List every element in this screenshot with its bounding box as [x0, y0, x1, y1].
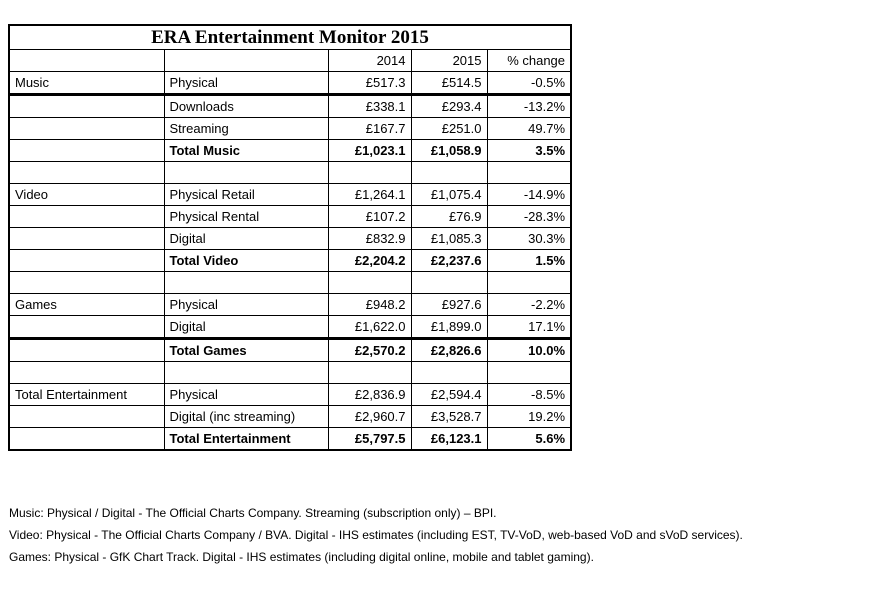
sector-cell — [9, 362, 164, 384]
value-2014-cell — [328, 162, 411, 184]
value-2014-cell — [328, 272, 411, 294]
segment-cell: Streaming — [164, 118, 328, 140]
value-2015-cell: £2,594.4 — [411, 384, 487, 406]
change-cell — [487, 362, 571, 384]
change-cell: -2.2% — [487, 294, 571, 316]
value-2015-cell: £1,085.3 — [411, 228, 487, 250]
change-cell: 49.7% — [487, 118, 571, 140]
segment-cell: Physical Retail — [164, 184, 328, 206]
value-2015-cell: £293.4 — [411, 95, 487, 118]
change-cell — [487, 272, 571, 294]
page-title: ERA Entertainment Monitor 2015 — [9, 25, 571, 50]
table-row — [9, 118, 571, 140]
value-2015-cell: £927.6 — [411, 294, 487, 316]
value-2015-cell: £76.9 — [411, 206, 487, 228]
value-2014-cell: £2,204.2 — [328, 250, 411, 272]
value-2015-cell — [411, 162, 487, 184]
sector-cell — [9, 140, 164, 162]
sector-cell — [9, 339, 164, 362]
change-cell: 1.5% — [487, 250, 571, 272]
value-2014-cell: £832.9 — [328, 228, 411, 250]
value-2015-cell: £251.0 — [411, 118, 487, 140]
sector-cell — [9, 95, 164, 118]
table-row — [9, 250, 571, 272]
footnotes — [9, 507, 743, 573]
segment-cell: Digital — [164, 316, 328, 339]
value-2014-cell: £2,836.9 — [328, 384, 411, 406]
segment-cell: Total Entertainment — [164, 428, 328, 451]
change-cell: -0.5% — [487, 72, 571, 95]
segment-cell: Total Video — [164, 250, 328, 272]
value-2015-cell: £514.5 — [411, 72, 487, 95]
change-cell: 30.3% — [487, 228, 571, 250]
table-row — [9, 95, 571, 118]
segment-cell: Total Games — [164, 339, 328, 362]
change-cell: -13.2% — [487, 95, 571, 118]
value-2014-cell: £948.2 — [328, 294, 411, 316]
value-2014-cell: £1,023.1 — [328, 140, 411, 162]
sector-cell — [9, 228, 164, 250]
table-row — [9, 184, 571, 206]
value-2015-cell: £1,899.0 — [411, 316, 487, 339]
spacer-row — [9, 272, 571, 294]
segment-cell: Downloads — [164, 95, 328, 118]
sector-cell: Total Entertainment — [9, 384, 164, 406]
sector-cell — [9, 406, 164, 428]
table-row — [9, 428, 571, 451]
table-row — [9, 384, 571, 406]
change-cell: 17.1% — [487, 316, 571, 339]
table-row — [9, 294, 571, 316]
era-entertainment-table — [8, 24, 572, 451]
change-cell — [487, 162, 571, 184]
segment-cell: Physical — [164, 384, 328, 406]
footnote-video-sources: Video: Physical - The Official Charts Company / BVA. Digital - IHS estimates (including EST, TV-VoD, web-based VoD and sVoD services). — [9, 528, 743, 542]
value-2015-cell: £2,237.6 — [411, 250, 487, 272]
value-2014-cell: £1,622.0 — [328, 316, 411, 339]
segment-cell: Physical — [164, 294, 328, 316]
value-2014-cell: £338.1 — [328, 95, 411, 118]
segment-cell: Physical Rental — [164, 206, 328, 228]
value-2014-cell: £167.7 — [328, 118, 411, 140]
value-2015-cell: £1,075.4 — [411, 184, 487, 206]
value-2014-cell: £1,264.1 — [328, 184, 411, 206]
col-header-change: % change — [487, 50, 571, 72]
sector-cell — [9, 428, 164, 451]
table-body — [9, 72, 571, 451]
value-2015-cell: £3,528.7 — [411, 406, 487, 428]
footnote-music-sources: Music: Physical / Digital - The Official Charts Company. Streaming (subscription only) – BPI. — [9, 506, 497, 520]
table-row — [9, 206, 571, 228]
sector-cell: Video — [9, 184, 164, 206]
sector-cell — [9, 316, 164, 339]
value-2015-cell — [411, 362, 487, 384]
table-row — [9, 140, 571, 162]
value-2014-cell: £2,960.7 — [328, 406, 411, 428]
value-2015-cell: £2,826.6 — [411, 339, 487, 362]
sector-cell: Music — [9, 72, 164, 95]
segment-cell — [164, 362, 328, 384]
title-row — [9, 25, 571, 50]
segment-cell — [164, 162, 328, 184]
change-cell: -28.3% — [487, 206, 571, 228]
table-row — [9, 72, 571, 95]
sector-cell — [9, 272, 164, 294]
table-row — [9, 339, 571, 362]
col-header-sector — [9, 50, 164, 72]
segment-cell: Total Music — [164, 140, 328, 162]
segment-cell — [164, 272, 328, 294]
value-2014-cell: £517.3 — [328, 72, 411, 95]
sector-cell — [9, 162, 164, 184]
spacer-row — [9, 162, 571, 184]
spacer-row — [9, 362, 571, 384]
value-2014-cell: £107.2 — [328, 206, 411, 228]
col-header-segment — [164, 50, 328, 72]
sector-cell — [9, 250, 164, 272]
change-cell: 5.6% — [487, 428, 571, 451]
change-cell: 19.2% — [487, 406, 571, 428]
footnote-games-sources: Games: Physical - GfK Chart Track. Digital - IHS estimates (including digital online, mobile and tablet gaming). — [9, 550, 594, 564]
table-row — [9, 406, 571, 428]
table-row — [9, 228, 571, 250]
change-cell: 10.0% — [487, 339, 571, 362]
value-2014-cell — [328, 362, 411, 384]
change-cell: 3.5% — [487, 140, 571, 162]
col-header-2015: 2015 — [411, 50, 487, 72]
value-2015-cell — [411, 272, 487, 294]
col-header-2014: 2014 — [328, 50, 411, 72]
segment-cell: Digital (inc streaming) — [164, 406, 328, 428]
sector-cell: Games — [9, 294, 164, 316]
change-cell: -8.5% — [487, 384, 571, 406]
column-header-row — [9, 50, 571, 72]
segment-cell: Physical — [164, 72, 328, 95]
change-cell: -14.9% — [487, 184, 571, 206]
table-row — [9, 316, 571, 339]
value-2015-cell: £1,058.9 — [411, 140, 487, 162]
value-2015-cell: £6,123.1 — [411, 428, 487, 451]
value-2014-cell: £5,797.5 — [328, 428, 411, 451]
sector-cell — [9, 206, 164, 228]
segment-cell: Digital — [164, 228, 328, 250]
sector-cell — [9, 118, 164, 140]
value-2014-cell: £2,570.2 — [328, 339, 411, 362]
